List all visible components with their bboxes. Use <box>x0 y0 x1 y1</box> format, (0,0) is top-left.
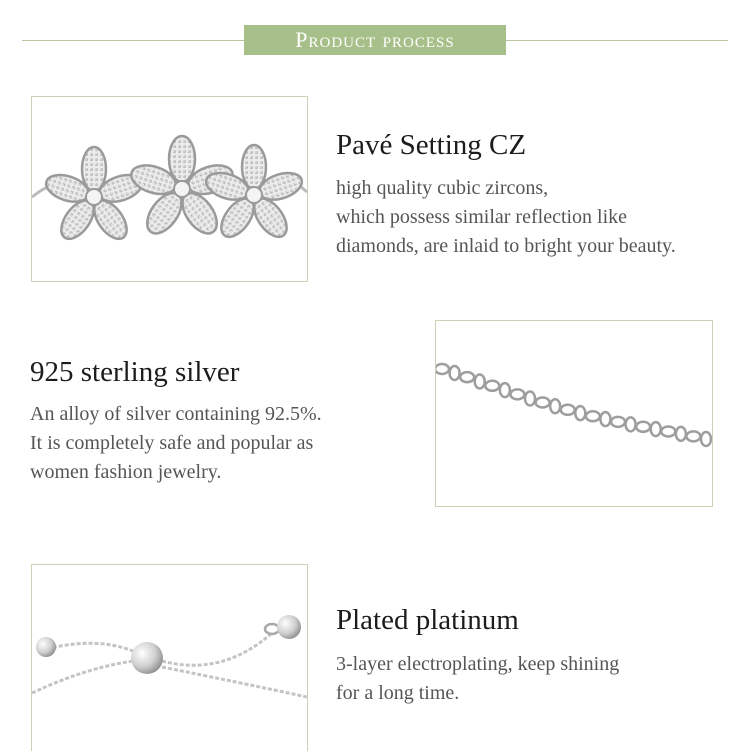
desc-line: An alloy of silver containing 92.5%. <box>30 403 322 425</box>
desc-line: high quality cubic zircons, <box>336 177 549 199</box>
desc-line: which possess similar reflection like <box>336 206 628 228</box>
section-banner <box>244 25 506 55</box>
desc-line: women fashion jewelry. <box>30 461 222 483</box>
chain-link <box>676 427 686 441</box>
feature-desc-pave <box>336 174 736 261</box>
desc-line: for a long time. <box>336 682 460 704</box>
section-title: Product process <box>295 27 455 52</box>
chain-link <box>525 391 535 405</box>
chain-link <box>536 397 550 407</box>
chain-link <box>626 417 636 431</box>
chain-link <box>611 417 625 427</box>
chain-link <box>450 366 460 380</box>
chain-link <box>561 405 575 415</box>
chain-link <box>510 389 524 399</box>
feature-desc-platinum <box>336 650 736 708</box>
chain-link <box>575 406 585 420</box>
chain-link <box>686 431 700 441</box>
chain-link <box>651 422 661 436</box>
chain-link <box>636 422 650 432</box>
chain-link <box>661 426 675 436</box>
chain-link <box>701 432 711 446</box>
chain-link <box>500 383 510 397</box>
feature-title-platinum: Plated platinum <box>336 604 519 636</box>
feature-title-silver: 925 sterling silver <box>30 356 240 388</box>
chain-link <box>586 411 600 421</box>
feature-title-pave: Pavé Setting CZ <box>336 129 527 161</box>
chain-link <box>436 364 449 374</box>
flower-bracelet-photo <box>31 96 308 282</box>
chain-link <box>485 381 499 391</box>
feature-desc-silver <box>30 400 390 487</box>
header-rule-right <box>506 40 728 41</box>
desc-line: 3-layer electroplating, keep shining <box>336 653 620 675</box>
chain-link <box>550 399 560 413</box>
desc-line: diamonds, are inlaid to bright your beauty. <box>336 235 676 257</box>
silver-chain-photo <box>435 320 713 507</box>
header-rule-left <box>22 40 244 41</box>
chain-link <box>600 412 610 426</box>
chain-link <box>475 374 485 388</box>
adjustable-slider-clasp-photo <box>31 564 308 751</box>
chain-link <box>460 372 474 382</box>
desc-line: It is completely safe and popular as <box>30 432 314 454</box>
